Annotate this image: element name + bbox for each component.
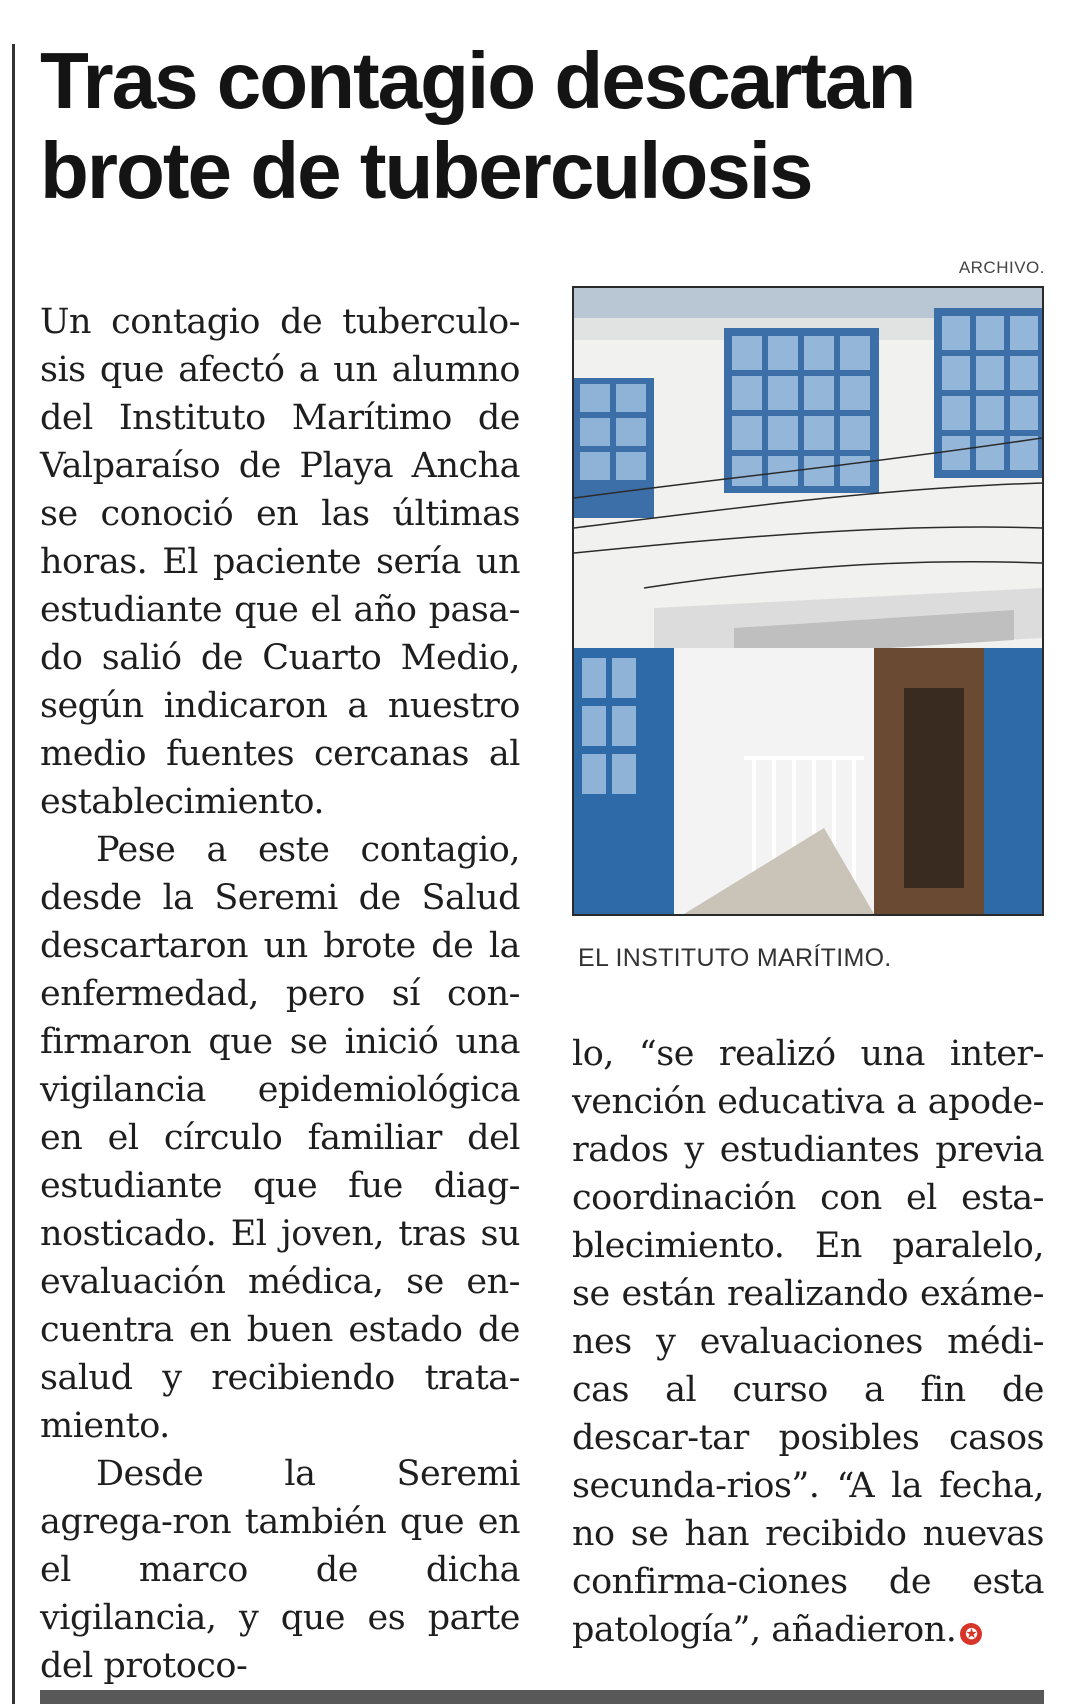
photo-credit: ARCHIVO. bbox=[958, 258, 1045, 277]
paragraph: Desde la Seremi agrega-ron también que en el marco de dicha vigilancia, y que es parte del protoco- bbox=[40, 1454, 520, 1686]
footer-bar bbox=[40, 1690, 1044, 1704]
paragraph-ending bbox=[572, 1030, 1044, 1654]
paragraph-text: lo, “se realizó una inter-vención educativa a apode-rados y estudiantes previa coordinación con el esta-blecimiento. En paralelo, se están realizando exáme-nes y evaluaciones médi-cas al curso a fin de descar-tar posibles casos secunda-rios”. “A la fecha, no se han recibido nuevas confirma-ciones de esta patología”, añadieron. bbox=[572, 1034, 1044, 1650]
article-column-1 bbox=[40, 298, 520, 1690]
column-rule bbox=[12, 44, 15, 1704]
article-photo bbox=[572, 286, 1044, 916]
paragraph: Un contagio de tuberculo-sis que afectó a un alumno del Instituto Marítimo de Valparaíso de Playa Ancha se conoció en las últimas horas. El paciente sería un estudiante que el año pasa-do salió de Cuarto Medio, según indicaron a nuestro medio fuentes cercanas al establecimiento. bbox=[40, 302, 520, 822]
paragraph: Pese a este contagio, desde la Seremi de Salud descartaron un brote de la enfermedad, pero sí con-firmaron que se inició una vigilancia epidemiológica en el círculo familiar del estudiante que fue diag-nosticado. El joven, tras su evaluación médica, se en-cuentra en buen estado de salud y recibiendo trata-miento. bbox=[40, 830, 520, 1446]
headline: Tras contagio descartan brote de tuberculosis bbox=[40, 36, 915, 215]
article-column-2 bbox=[572, 1030, 1044, 1654]
building-photo-illustration bbox=[574, 288, 1042, 914]
end-of-article-icon: ✪ bbox=[960, 1623, 982, 1645]
photo-caption: EL INSTITUTO MARÍTIMO. bbox=[578, 944, 892, 972]
